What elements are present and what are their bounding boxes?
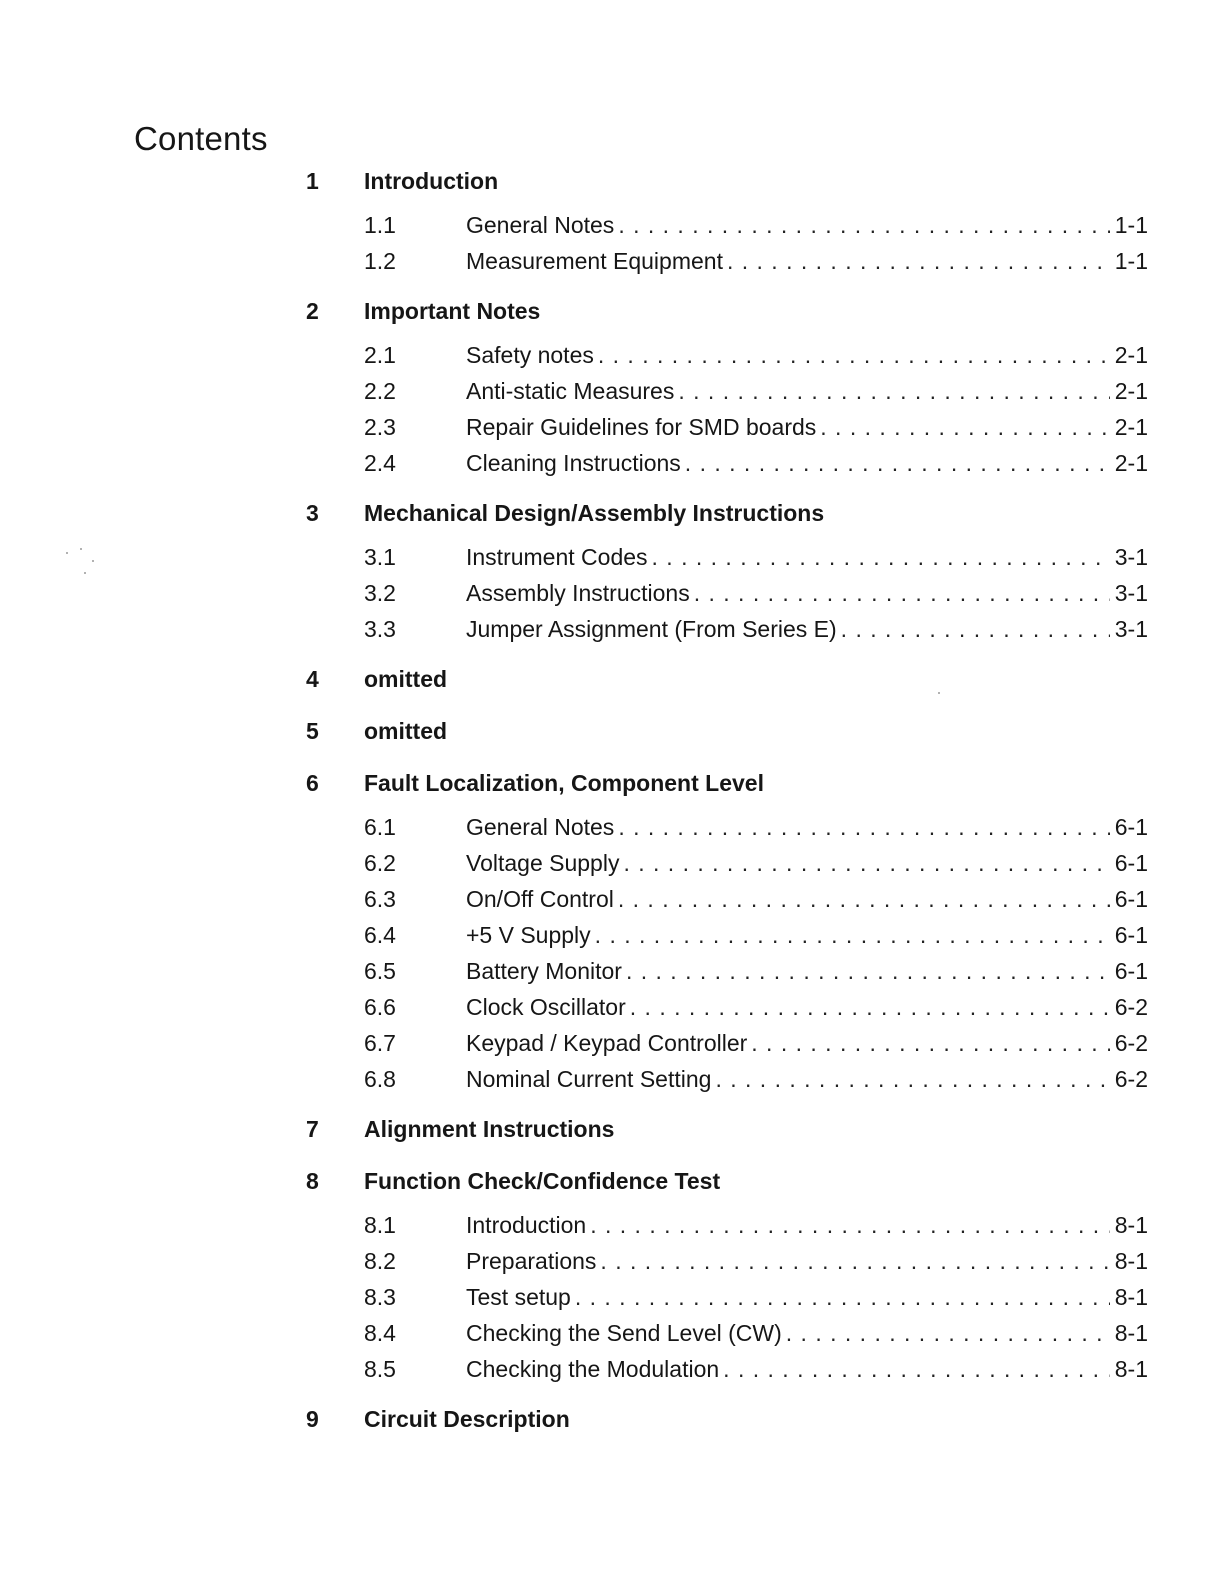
dot-leader [600,1243,1110,1279]
dot-leader [841,611,1110,647]
dot-leader [595,917,1110,953]
dot-leader [575,1279,1110,1315]
section-title: General Notes [466,814,615,840]
dot-leader [618,809,1110,845]
dot-leader [723,1351,1110,1387]
dot-leader [820,409,1110,445]
chapter-block [300,713,1148,749]
dot-leader [590,1207,1110,1243]
chapter-number: 6 [306,770,319,796]
toc-entry [300,1279,1148,1315]
section-number: 6.3 [364,886,396,912]
scan-speck [92,560,94,562]
section-number: 2.4 [364,450,396,476]
chapter-block [300,495,1148,647]
toc-entry [300,1025,1148,1061]
chapter-block [300,163,1148,279]
chapter-block [300,1111,1148,1147]
page-title: Contents [134,120,268,158]
toc-entry [300,575,1148,611]
chapter-number: 9 [306,1406,319,1432]
page-reference: 1-1 [1114,212,1148,238]
page-reference: 6-1 [1114,922,1148,948]
dot-leader [623,845,1110,881]
section-title: Repair Guidelines for SMD boards [466,414,817,440]
dot-leader [685,445,1110,481]
page-reference: 2-1 [1114,342,1148,368]
chapter-title: omitted [364,666,448,692]
dot-leader [618,881,1110,917]
chapter-number: 3 [306,500,319,526]
page-reference: 6-1 [1114,958,1148,984]
section-title: Introduction [466,1212,587,1238]
chapter-number: 1 [306,168,319,194]
section-number: 6.2 [364,850,396,876]
section-title: Nominal Current Setting [466,1066,712,1092]
dot-leader [652,539,1110,575]
section-number: 8.4 [364,1320,396,1346]
section-title: Safety notes [466,342,594,368]
dot-leader [751,1025,1110,1061]
page-reference: 3-1 [1114,544,1148,570]
section-number: 1.1 [364,212,396,238]
section-title: Checking the Send Level (CW) [466,1320,782,1346]
toc-entry [300,611,1148,647]
chapter-title: Introduction [364,168,499,194]
chapter-heading [300,765,1148,801]
chapter-title: Fault Localization, Component Level [364,770,764,796]
toc-entry [300,445,1148,481]
page-reference: 6-1 [1114,886,1148,912]
page-reference: 8-1 [1114,1320,1148,1346]
section-title: Jumper Assignment (From Series E) [466,616,837,642]
toc-entry [300,917,1148,953]
section-number: 8.2 [364,1248,396,1274]
section-number: 8.3 [364,1284,396,1310]
toc-entry [300,539,1148,575]
section-number: 6.8 [364,1066,396,1092]
toc-entry [300,373,1148,409]
page-reference: 2-1 [1114,450,1148,476]
section-number: 8.5 [364,1356,396,1382]
page-reference: 2-1 [1114,378,1148,404]
toc-entry [300,809,1148,845]
section-title: Instrument Codes [466,544,648,570]
dot-leader [618,207,1110,243]
chapter-heading [300,1111,1148,1147]
section-title: Keypad / Keypad Controller [466,1030,748,1056]
chapter-block [300,1163,1148,1387]
page-reference: 3-1 [1114,616,1148,642]
chapter-block [300,293,1148,481]
page-reference: 3-1 [1114,580,1148,606]
scan-speck [80,548,82,550]
chapter-number: 8 [306,1168,319,1194]
page-reference: 8-1 [1114,1284,1148,1310]
page-reference: 8-1 [1114,1212,1148,1238]
section-number: 3.1 [364,544,396,570]
section-title: Clock Oscillator [466,994,626,1020]
section-list [300,337,1148,481]
section-title: Preparations [466,1248,597,1274]
chapter-heading [300,1401,1148,1437]
section-title: Test setup [466,1284,571,1310]
page-reference: 8-1 [1114,1356,1148,1382]
section-list [300,809,1148,1097]
toc-entry [300,845,1148,881]
dot-leader [694,575,1110,611]
page-reference: 8-1 [1114,1248,1148,1274]
section-list [300,207,1148,279]
section-title: +5 V Supply [466,922,591,948]
chapter-title: Mechanical Design/Assembly Instructions [364,500,825,526]
section-title: Battery Monitor [466,958,622,984]
toc-entry [300,1207,1148,1243]
section-title: Cleaning Instructions [466,450,681,476]
page-reference: 6-2 [1114,1066,1148,1092]
scan-speck [84,572,86,574]
chapter-number: 7 [306,1116,319,1142]
section-number: 2.1 [364,342,396,368]
chapter-block [300,1401,1148,1437]
dot-leader [598,337,1110,373]
section-number: 1.2 [364,248,396,274]
toc-entry [300,881,1148,917]
chapter-number: 5 [306,718,319,744]
chapter-block [300,661,1148,697]
section-title: Measurement Equipment [466,248,723,274]
chapter-heading [300,163,1148,199]
dot-leader [786,1315,1110,1351]
section-number: 6.4 [364,922,396,948]
dot-leader [626,953,1110,989]
section-title: Anti-static Measures [466,378,675,404]
toc-entry [300,989,1148,1025]
chapter-title: Circuit Description [364,1406,570,1432]
section-title: Voltage Supply [466,850,620,876]
chapter-heading [300,293,1148,329]
toc-entry [300,1243,1148,1279]
chapter-heading [300,661,1148,697]
toc-entry [300,207,1148,243]
section-title: Assembly Instructions [466,580,690,606]
chapter-heading [300,1163,1148,1199]
section-number: 8.1 [364,1212,396,1238]
dot-leader [715,1061,1110,1097]
dot-leader [678,373,1110,409]
chapter-title: Alignment Instructions [364,1116,615,1142]
chapter-title: Function Check/Confidence Test [364,1168,721,1194]
dot-leader [630,989,1110,1025]
section-number: 2.3 [364,414,396,440]
page-reference: 2-1 [1114,414,1148,440]
section-number: 2.2 [364,378,396,404]
table-of-contents [300,163,1148,1453]
section-number: 3.3 [364,616,396,642]
toc-entry [300,337,1148,373]
toc-entry [300,1315,1148,1351]
toc-entry [300,409,1148,445]
toc-entry [300,243,1148,279]
toc-entry [300,1351,1148,1387]
toc-entry [300,953,1148,989]
section-title: On/Off Control [466,886,614,912]
section-number: 6.6 [364,994,396,1020]
page-reference: 1-1 [1114,248,1148,274]
section-number: 6.5 [364,958,396,984]
chapter-title: omitted [364,718,448,744]
chapter-number: 2 [306,298,319,324]
page-reference: 6-1 [1114,814,1148,840]
chapter-heading [300,713,1148,749]
chapter-number: 4 [306,666,319,692]
section-number: 3.2 [364,580,396,606]
section-list [300,539,1148,647]
page-reference: 6-2 [1114,1030,1148,1056]
scan-speck [66,552,68,554]
scan-speck [938,692,940,694]
chapter-title: Important Notes [364,298,541,324]
dot-leader [727,243,1110,279]
chapter-block [300,765,1148,1097]
section-number: 6.7 [364,1030,396,1056]
section-list [300,1207,1148,1387]
section-title: Checking the Modulation [466,1356,720,1382]
page-reference: 6-2 [1114,994,1148,1020]
section-title: General Notes [466,212,615,238]
page-reference: 6-1 [1114,850,1148,876]
section-number: 6.1 [364,814,396,840]
chapter-heading [300,495,1148,531]
toc-entry [300,1061,1148,1097]
